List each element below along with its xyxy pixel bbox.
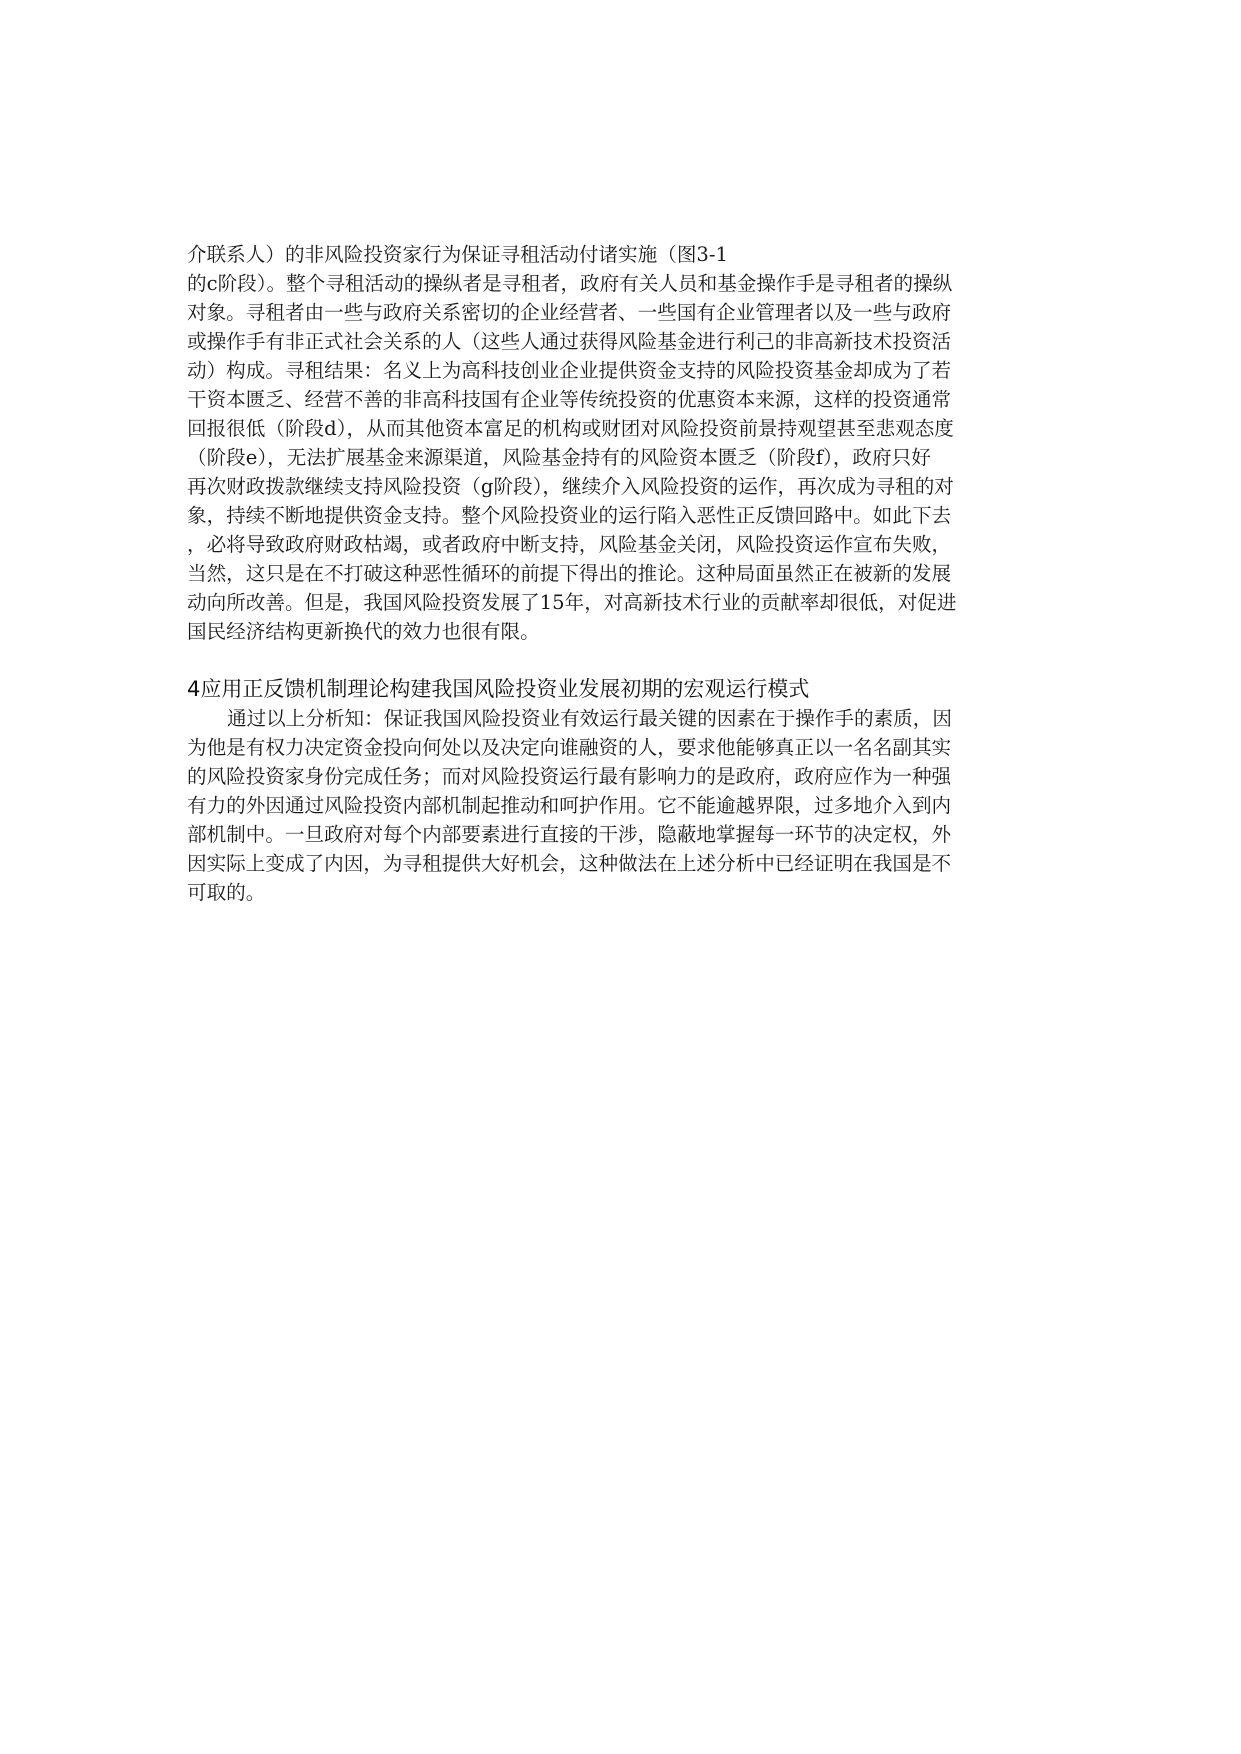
text-line: （阶段e），无法扩展基金来源渠道，风险基金持有的风险资本匮乏（阶段f），政府只好 xyxy=(187,446,931,469)
text-line: 部机制中。一旦政府对每个内部要素进行直接的干涉，隐蔽地掌握每一环节的决定权，外 xyxy=(187,823,952,846)
text-line: 对象。寻租者由一些与政府关系密切的企业经营者、一些国有企业管理者以及一些与政府 xyxy=(187,301,952,324)
text-line: 回报很低（阶段d），从而其他资本富足的机构或财团对风险投资前景持观望甚至悲观态度 xyxy=(187,417,954,440)
paragraph-rent-seeking xyxy=(187,240,1055,646)
text-line: 有力的外因通过风险投资内部机制起推动和呵护作用。它不能逾越界限，过多地介入到内 xyxy=(187,794,952,817)
text-line: 再次财政拨款继续支持风险投资（g阶段），继续介入风险投资的运作，再次成为寻租的对 xyxy=(187,475,954,498)
text-line: 国民经济结构更新换代的效力也很有限。 xyxy=(187,620,540,643)
text-line: 介联系人）的非风险投资家行为保证寻租活动付诸实施（图3-1 xyxy=(187,243,728,266)
text-line: ，必将导致政府财政枯竭，或者政府中断支持，风险基金关闭，风险投资运作宣布失败， xyxy=(187,533,952,556)
text-line: 通过以上分析知：保证我国风险投资业有效运行最关键的因素在于操作手的素质，因 xyxy=(227,707,952,730)
text-line: 的c阶段）。整个寻租活动的操纵者是寻租者，政府有关人员和基金操作手是寻租者的操纵 xyxy=(187,272,953,295)
text-line: 因实际上变成了内因，为寻租提供大好机会，这种做法在上述分析中已经证明在我国是不 xyxy=(187,852,952,875)
document-body xyxy=(187,240,1055,907)
text-line: 的风险投资家身份完成任务；而对风险投资运行最有影响力的是政府，政府应作为一种强 xyxy=(187,765,952,788)
text-line: 或操作手有非正式社会关系的人（这些人通过获得风险基金进行利己的非高新技术投资活 xyxy=(187,330,952,353)
text-line: 为他是有权力决定资金投向何处以及决定向谁融资的人，要求他能够真正以一名名副其实 xyxy=(187,736,952,759)
paragraph-analysis xyxy=(187,704,1055,907)
section-heading: 4应用正反馈机制理论构建我国风险投资业发展初期的宏观运行模式 xyxy=(187,677,810,701)
text-line: 动向所改善。但是，我国风险投资发展了15年，对高新技术行业的贡献率却很低，对促进 xyxy=(187,591,957,614)
text-line: 当然，这只是在不打破这种恶性循环的前提下得出的推论。这种局面虽然正在被新的发展 xyxy=(187,562,952,585)
text-line: 可取的。 xyxy=(187,881,266,904)
text-line: 动）构成。寻租结果：名义上为高科技创业企业提供资金支持的风险投资基金却成为了若 xyxy=(187,359,952,382)
text-line: 干资本匮乏、经营不善的非高科技国有企业等传统投资的优惠资本来源，这样的投资通常 xyxy=(187,388,952,411)
text-line: 象，持续不断地提供资金支持。整个风险投资业的运行陷入恶性正反馈回路中。如此下去 xyxy=(187,504,952,527)
